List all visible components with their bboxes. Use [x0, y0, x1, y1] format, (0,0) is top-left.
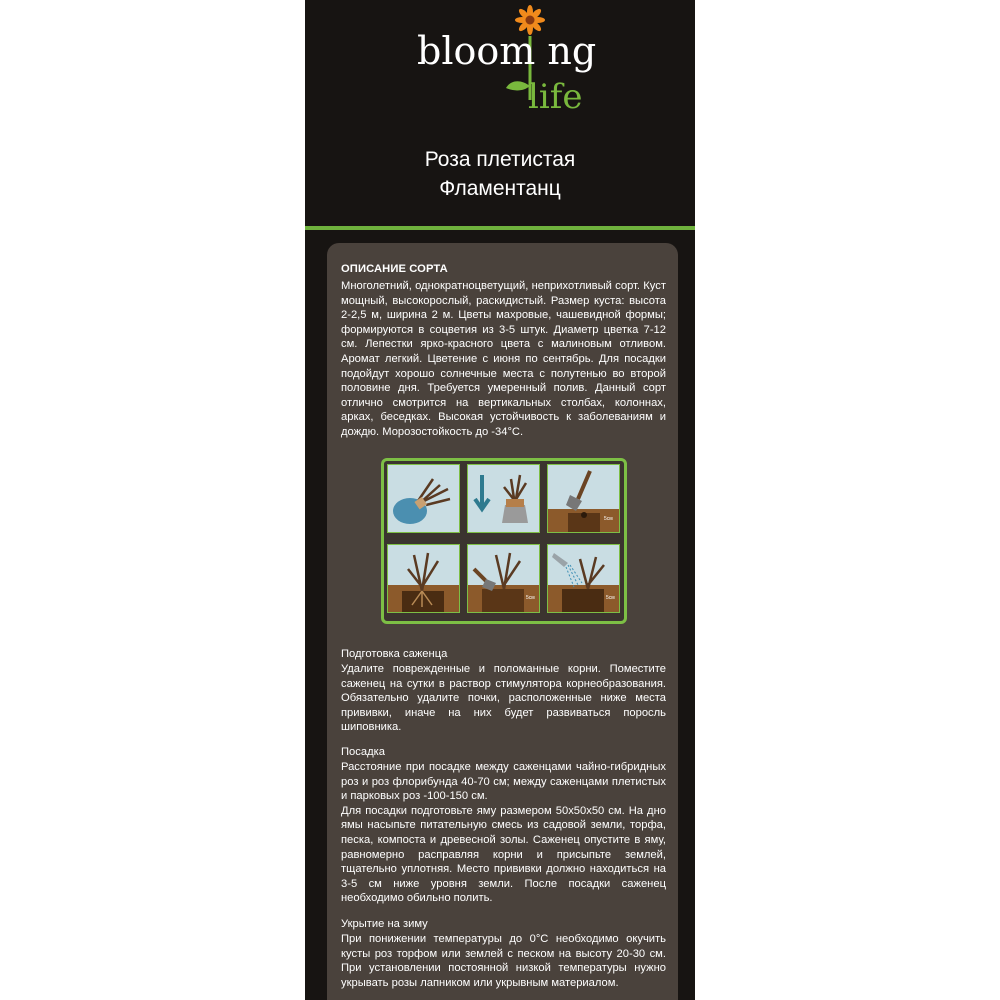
step-6-depth-label: 5см	[606, 595, 615, 601]
step-3-dig-hole	[547, 464, 620, 533]
fill-soil-icon	[468, 545, 539, 612]
pot-arrow-icon	[468, 465, 539, 532]
product-label-card	[305, 0, 695, 1000]
planting-heading: Посадка	[341, 746, 385, 758]
winter-cover-heading: Укрытие на зиму	[341, 918, 428, 930]
brand-word-blooming: bloom ng	[417, 29, 597, 73]
step-5-depth-label: 5см	[526, 595, 535, 601]
preparation-text: Удалите поврежденные и поломанные корни. Поместите саженец на сутки в раствор стимулятора корнеобразования. Обязательно удалите почки, расположенные ниже места прививки, иначе на них будет развиваться поросль шиповника.	[341, 663, 666, 734]
brand-logo	[305, 0, 695, 125]
winter-cover-text: При понижении температуры до 0°С необходимо окучить кусты роз торфом или землей с песком на высоту 20-30 см. При установлении постоянной низкой температуры нужно укрывать розы лапником или укрывным материалом.	[341, 933, 666, 989]
step-5-fill-soil	[467, 544, 540, 613]
divider-line	[305, 226, 695, 230]
step-1-seedling-in-solution	[387, 464, 460, 533]
product-title-line-1: Роза плетистая	[424, 148, 576, 171]
description-text: Многолетний, однократноцветущий, неприхотливый сорт. Куст мощный, высокорослый, раскидистый. Размер куста: высота 2-2,5 м, ширина 2 м. Цветы махровые, чашевидной формы; формируются в соцветия из 3-5 штук. Диаметр цветка 7-12 см. Лепестки ярко-красного цвета с малиновым отливом. Аромат легкий. Цветение с июня по сентябрь. Для посадки подойдут хорошо солнечные места с полутенью во второй половине дня. Требуется умеренный полив. Данный сорт отлично смотрится на вертикальных столбах, колоннах, арках, беседках. Высокая устойчивость к заболеваниям и дождю. Морозостойкость до -34°С.	[341, 280, 666, 438]
product-title	[305, 145, 695, 203]
step-4-place-seedling	[387, 544, 460, 613]
product-title-line-2: Фламентанц	[439, 177, 561, 200]
brand-word-life: life	[528, 77, 583, 117]
preparation-heading: Подготовка саженца	[341, 648, 448, 660]
step-3-depth-label: 5см	[604, 516, 613, 522]
watering-can-icon	[548, 545, 619, 612]
step-6-watering	[547, 544, 620, 613]
shovel-icon	[548, 465, 619, 532]
step-2-remove-buds	[467, 464, 540, 533]
seedling-hole-icon	[388, 545, 459, 612]
planting-text: Расстояние при посадке между саженцами чайно-гибридных роз и роз флорибунда 40-70 см; между саженцами плетистых и парковых роз -100-150 см. Для посадки подготовьте яму размером 50х50х50 см. На дно ямы насыпьте питательную смесь из садовой земли, торфа, песка, компоста и древесной золы. Саженец опустите в яму, равномерно расправляя корни и присыпьте землей, тщательно уплотняя. Место прививки должно находиться на 3-5 см ниже уровня земли. После посадки саженец необходимо обильно полить.	[341, 761, 666, 905]
seedling-bag-icon	[388, 465, 459, 532]
planting-steps-illustration	[381, 458, 627, 624]
description-heading: ОПИСАНИЕ СОРТА	[341, 263, 448, 275]
